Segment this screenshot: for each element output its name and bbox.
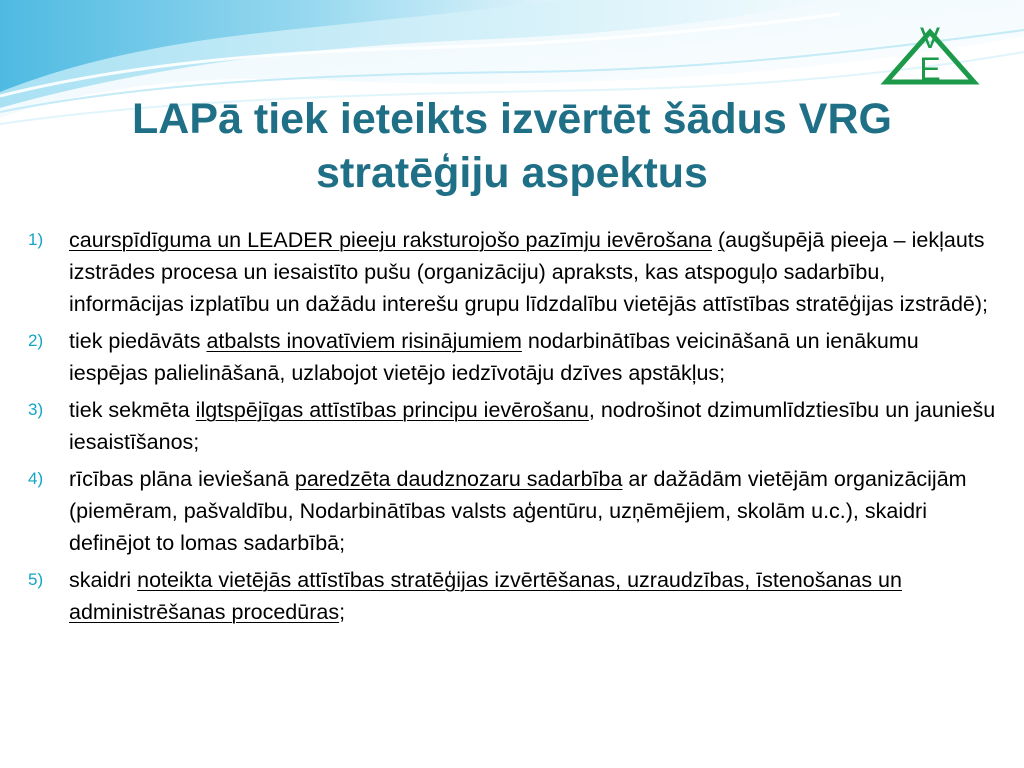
- list-item: [28, 325, 1003, 389]
- vrg-logo-icon: [880, 20, 980, 88]
- list-item: [28, 564, 1003, 628]
- text-segment: ar dažādām vietējām organizācijām (piemēram, pašvaldību, Nodarbinātības valsts aģentūru, uzņēmējiem, skolām u.c.), skaidri definējot to lomas sadarbībā;: [69, 467, 967, 555]
- list-item-number: 3): [28, 400, 44, 419]
- list-item-number: 4): [28, 469, 44, 488]
- list-item-text: [69, 325, 1003, 389]
- text-segment: skaidri: [69, 568, 138, 592]
- list-item: [28, 394, 1003, 458]
- underlined-phrase: atbalsts inovatīviem risinājumiem: [206, 329, 522, 353]
- text-segment: tiek piedāvāts: [69, 329, 207, 353]
- slide-title-line-1: LAPā tiek ieteikts izvērtēt šādus VRG: [132, 95, 892, 143]
- underlined-phrase: (: [717, 228, 726, 252]
- aspect-list: [28, 224, 1003, 633]
- list-item: [28, 463, 1003, 559]
- text-segment: ;: [339, 600, 346, 624]
- list-item-text: [69, 394, 1003, 458]
- logo-letter-v: V: [919, 22, 941, 55]
- list-item-text: [69, 463, 1003, 559]
- underlined-phrase: ilgtspējīgas attīstības principu ievērošanu: [195, 398, 589, 422]
- list-item-number: 1): [28, 230, 44, 249]
- text-segment: , nodrošinot dzimumlīdztiesību un jauniešu iesaistīšanos;: [69, 398, 996, 454]
- list-item: [28, 224, 1003, 320]
- underlined-phrase: noteikta vietējās attīstības stratēģijas izvērtēšanas, uzraudzības, īstenošanas un administrēšanas procedūras: [69, 568, 902, 624]
- underlined-phrase: caurspīdīguma un LEADER pieeju raksturojošo pazīmju ievērošana: [69, 228, 712, 252]
- list-item-text: [69, 564, 1003, 628]
- text-segment: rīcības plāna ieviešanā: [69, 467, 295, 491]
- list-item-text: [69, 224, 1003, 320]
- slide-title-line-2: stratēģiju aspektus: [316, 149, 708, 197]
- underlined-phrase: paredzēta daudznozaru sadarbība: [294, 467, 623, 491]
- slide-title: [40, 92, 984, 200]
- list-item-number: 5): [28, 570, 44, 589]
- text-segment: tiek sekmēta: [69, 398, 196, 422]
- text-segment: augšupējā pieeja – iekļauts izstrādes procesa un iesaistīto pušu (organizāciju) apraksts, kas atspoguļo sadarbību, informācijas izplatību un dažādu interešu grupu līdzdalību vietējās attīstības stratēģijas izstrādē);: [69, 228, 989, 316]
- text-segment: nodarbinātības veicināšanā un ienākumu iespējas palielināšanā, uzlabojot vietējo iedzīvotāju dzīves apstākļus;: [69, 329, 919, 385]
- list-item-number: 2): [28, 331, 44, 350]
- logo-letter-e: E: [919, 51, 941, 87]
